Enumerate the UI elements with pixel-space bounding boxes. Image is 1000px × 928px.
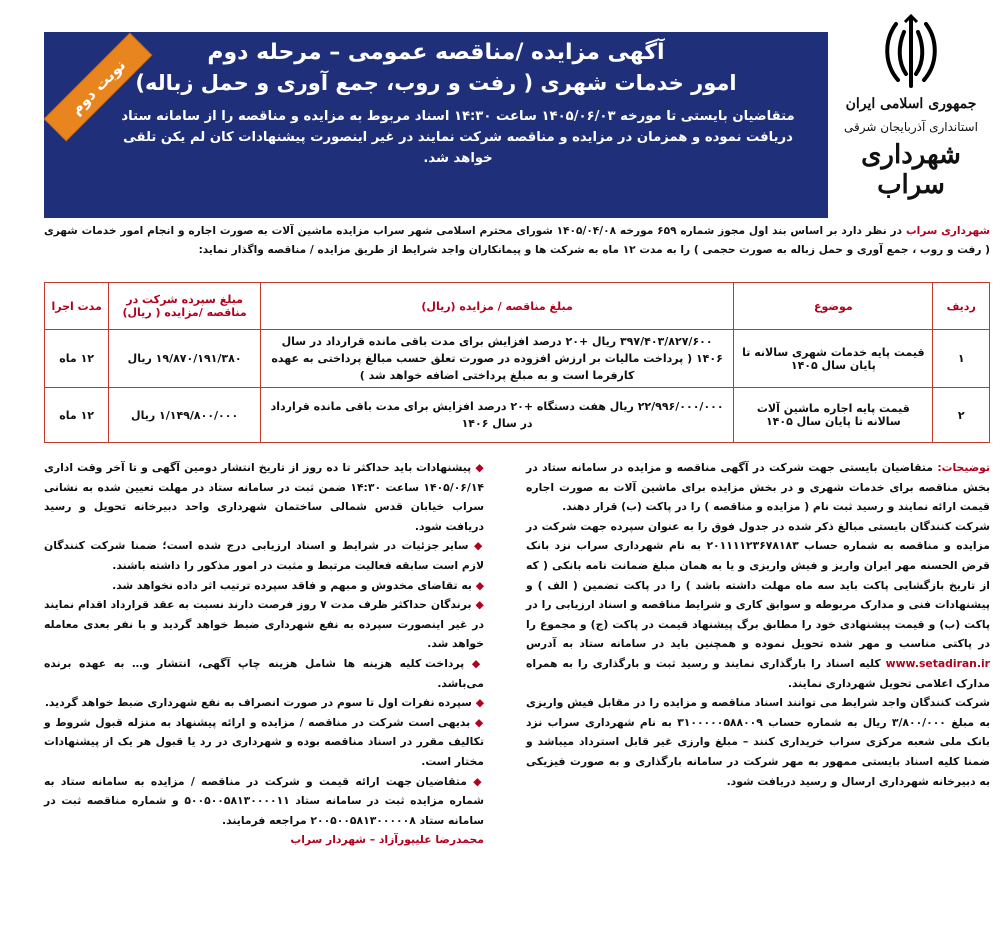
notes-paragraph-1: توضیحات: متقاضیان بایستی جهت شرکت در آگهی مناقصه و مزایده در سامانه ستاد در بخش مناقصه برای خدمات شهری و در بخش مزایده برای ماشین آلات به صورت اجاره قیمت ارائه نمایند و رسید ثبت نام ( مزایده و مناقصه ) را در پاکت (ب) قرار دهند. [526,461,990,514]
row-subject: قیمت پایه خدمات شهری سالانه تا پایان سال ۱۴۰۵ [734,330,933,388]
list-item: ◆ برندگان حداکثر ظرف مدت ۷ روز فرصت دارند نسبت به عقد قرارداد اقدام نمایند در غیر اینصورت سپرده به نفع شهرداری ضبط خواهد گردید و با نفر بعدی معامله خواهد شد. [44,598,485,651]
bullet-icon: ◆ [464,656,485,670]
header-banner [44,32,828,218]
table-row [45,388,990,443]
list-item: ◆ بدیهی است شرکت در مناقصه / مزایده و ارائه پیشنهاد به منزله قبول شروط و تکالیف مقرر در اسناد مناقصه بوده و شهرداری در رد یا قبول هر یک از پیشنهادات مختار است. [44,715,485,768]
row-subject: قیمت پایه اجاره ماشین آلات سالانه تا پایان سال ۱۴۰۵ [734,388,933,443]
municipality-logo-block [828,14,994,214]
header-duration: مدت اجرا [45,283,109,330]
row-duration: ۱۲ ماه [45,388,109,443]
list-item: ◆ سپرده نفرات اول تا سوم در صورت انصراف به نفع شهرداری ضبط خواهد گردید. [44,696,484,710]
row-duration: ۱۲ ماه [45,330,109,388]
bullet-icon: ◆ [468,539,484,553]
organization-name: شهرداری سراب [905,225,990,237]
header-amount: مبلغ مناقصه / مزایده (ریال) [260,283,733,330]
header-deposit: مبلغ سپرده شرکت در مناقصه /مزایده ( ریال) [109,283,261,330]
table-header-row [45,283,990,330]
bullet-icon: ◆ [471,696,484,710]
row-deposit: ۱/۱۴۹/۸۰۰/۰۰۰ ریال [109,388,261,443]
bullet-icon: ◆ [466,774,484,788]
intro-paragraph [44,222,990,260]
list-item: ◆ سایر جزئیات در شرایط و اسناد ارزیابی درج شده است؛ ضمنا شرکت کنندگان لازم است سابقه فعالیت مرتبط و مثبت در امور مذکور را داشته باشند. [44,539,484,572]
row-deposit: ۱۹/۸۷۰/۱۹۱/۳۸۰ ریال [109,330,261,388]
row-number: ۲ [933,388,990,443]
conditions-column [44,458,484,850]
list-item: ◆ متقاضیان جهت ارائه قیمت و شرکت در مناقصه / مزایده به سامانه ستاد به شماره مزایده ثبت در سامانه ستاد ۵۰۰۵۰۰۵۸۱۳۰۰۰۰۱۱ و شماره مناقصه ثبت در سامانه ستاد ۲۰۰۵۰۰۵۸۱۳۰۰۰۰۰۸ مراجعه فرمایند. [44,774,484,827]
province-name: استانداری آذربایجان شرقی [844,120,978,134]
list-item: ◆ پرداخت کلیه هزینه ها شامل هزینه چاپ آگهی، انتشار و… به عهده برنده می‌باشد. [44,656,485,690]
deadline-text: متقاضیان بایستی تا مورخه ۱۴۰۵/۰۶/۰۳ ساعت ۱۴:۳۰ اسناد مربوط به مزایده و مناقصه را از سامانه ستاد دریافت نموده و همزمان در مزایده و مناقصه شرکت نمایند در غیر اینصورت پیشنهادات کان لم یکن تلقی خواهد شد. [121,109,795,166]
list-item: ◆ به تقاضای مخدوش و مبهم و فاقد سپرده ترتیب اثر داده نخواهد شد. [112,578,484,592]
iran-emblem-icon [876,14,946,92]
bullet-icon: ◆ [471,461,484,474]
country-name: جمهوری اسلامی ایران [845,96,977,112]
bullet-icon: ◆ [471,598,485,612]
notes-column [526,458,990,791]
notes-paragraph-2: شرکت کنندگان بایستی مبالغ ذکر شده در جدول فوق را به عنوان سپرده جهت شرکت در مزایده و مناقصه به شماره حساب ۲۰۱۱۱۱۲۳۶۷۸۱۸۳ به نام شهرداری سراب نزد بانک قرض الحسنه مهر ایران واریز و فیش واریزی و یا به همان مبلغ ضمانت نامه بانکی ( که از تاریخ بازگشایی پاکت باید سه ماه مهلت داشته باشد ) را در پاکت تضمین ( الف ) و پیشنهادات فنی و مدارک مربوطه و سوابق کاری و شرایط مناقصه و اسناد ارزیابی را در پاکت (ب) و قیمت پیشنهادی خود را مطابق برگ پیشنهاد قیمت در پاکت (ج) و مجموع را در پاکتی مناسب و مهر شده تحویل نموده و همچنین باید در سامانه ستاد به آدرس www.setadiran.ir کلیه اسناد را بارگذاری نمایند و رسید ثبت و بارگذاری را به همراه مدارک اعلامی تحویل شهرداری نمایند. [526,519,990,690]
table-row [45,330,990,388]
row-amount: ۲۲/۹۹۶/۰۰۰/۰۰۰ ریال هفت دستگاه +۲۰ درصد افزایش برای مدت باقی مانده قرارداد در سال ۱۴۰۶ [260,388,733,443]
notice-title: آگهی مزایده /مناقصه عمومی – مرحله دوم [207,40,665,65]
intro-text: در نظر دارد بر اساس بند اول مجوز شماره ۶۵۹ مورخه ۱۴۰۵/۰۴/۰۸ شورای محترم اسلامی شهر سراب مزایده ماشین آلات به صورت اجاره و انجام امور خدمات شهری ( رفت و روب ، جمع آوری و حمل زباله به صورت حجمی ) را به مدت ۱۲ ماه به شرکت ها و پیمانکاران واجد شرایط از طریق مزایده / مناقصه واگذار نماید: [44,225,990,256]
bullet-icon: ◆ [470,715,485,729]
notes-title: توضیحات: [937,461,990,474]
notice-subtitle: امور خدمات شهری ( رفت و روب، جمع آوری و حمل زباله) [135,71,737,95]
municipality-name: شهرداری سراب [861,140,961,200]
list-item: ◆ پیشنهادات باید حداکثر تا ده روز از تاریخ انتشار دومین آگهی و تا آخر وقت اداری ۱۴۰۵/۰۶/۱۴ ساعت ۱۴:۳۰ ضمن ثبت در سامانه ستاد در مهلت تعیین شده به نشانی سراب خیابان قدس شمالی ساختمان شهرداری واحد دبیرخانه تحویل و رسید دریافت شود. [44,461,484,533]
signer-name: محمدرضا علیپورآزاد – شهردار سراب [290,833,484,847]
tender-table [44,282,990,443]
row-number: ۱ [933,330,990,388]
row-amount: ۳۹۷/۴۰۳/۸۲۷/۶۰۰ ریال +۲۰ درصد افزایش برای مدت باقی مانده قرارداد در سال ۱۴۰۶ ( پرداخت مالیات بر ارزش افزوده در صورت تعلق حسب مبالغ پرداختی به عهده کارفرما است و به مبلغ پرداختی اضافه خواهد شد ) [260,330,733,388]
second-round-ribbon: نوبت دوم [45,34,151,140]
bullet-icon: ◆ [471,578,484,592]
header-row-number: ردیف [933,283,990,330]
setad-link[interactable]: www.setadiran.ir [885,656,990,670]
header-subject: موضوع [734,283,933,330]
notes-paragraph-3: شرکت کنندگان واجد شرایط می توانند اسناد مناقصه و مزایده را در مقابل فیش واریزی به مبلغ ۳/۸۰۰/۰۰۰ ریال به شماره حساب ۳۱۰۰۰۰۰۵۸۸۰۰۹ به نام شهرداری سراب نزد بانک ملی شعبه مرکزی سراب خریداری کنند – مبلغ وارزی غیر قابل استرداد میباشد و ضمنا کلیه اسناد بایستی ممهور به مهر شرکت در سامانه بارگذاری و به صورت فیزیکی به دبیرخانه شهرداری ارسال و رسید دریافت شود. [526,696,990,788]
